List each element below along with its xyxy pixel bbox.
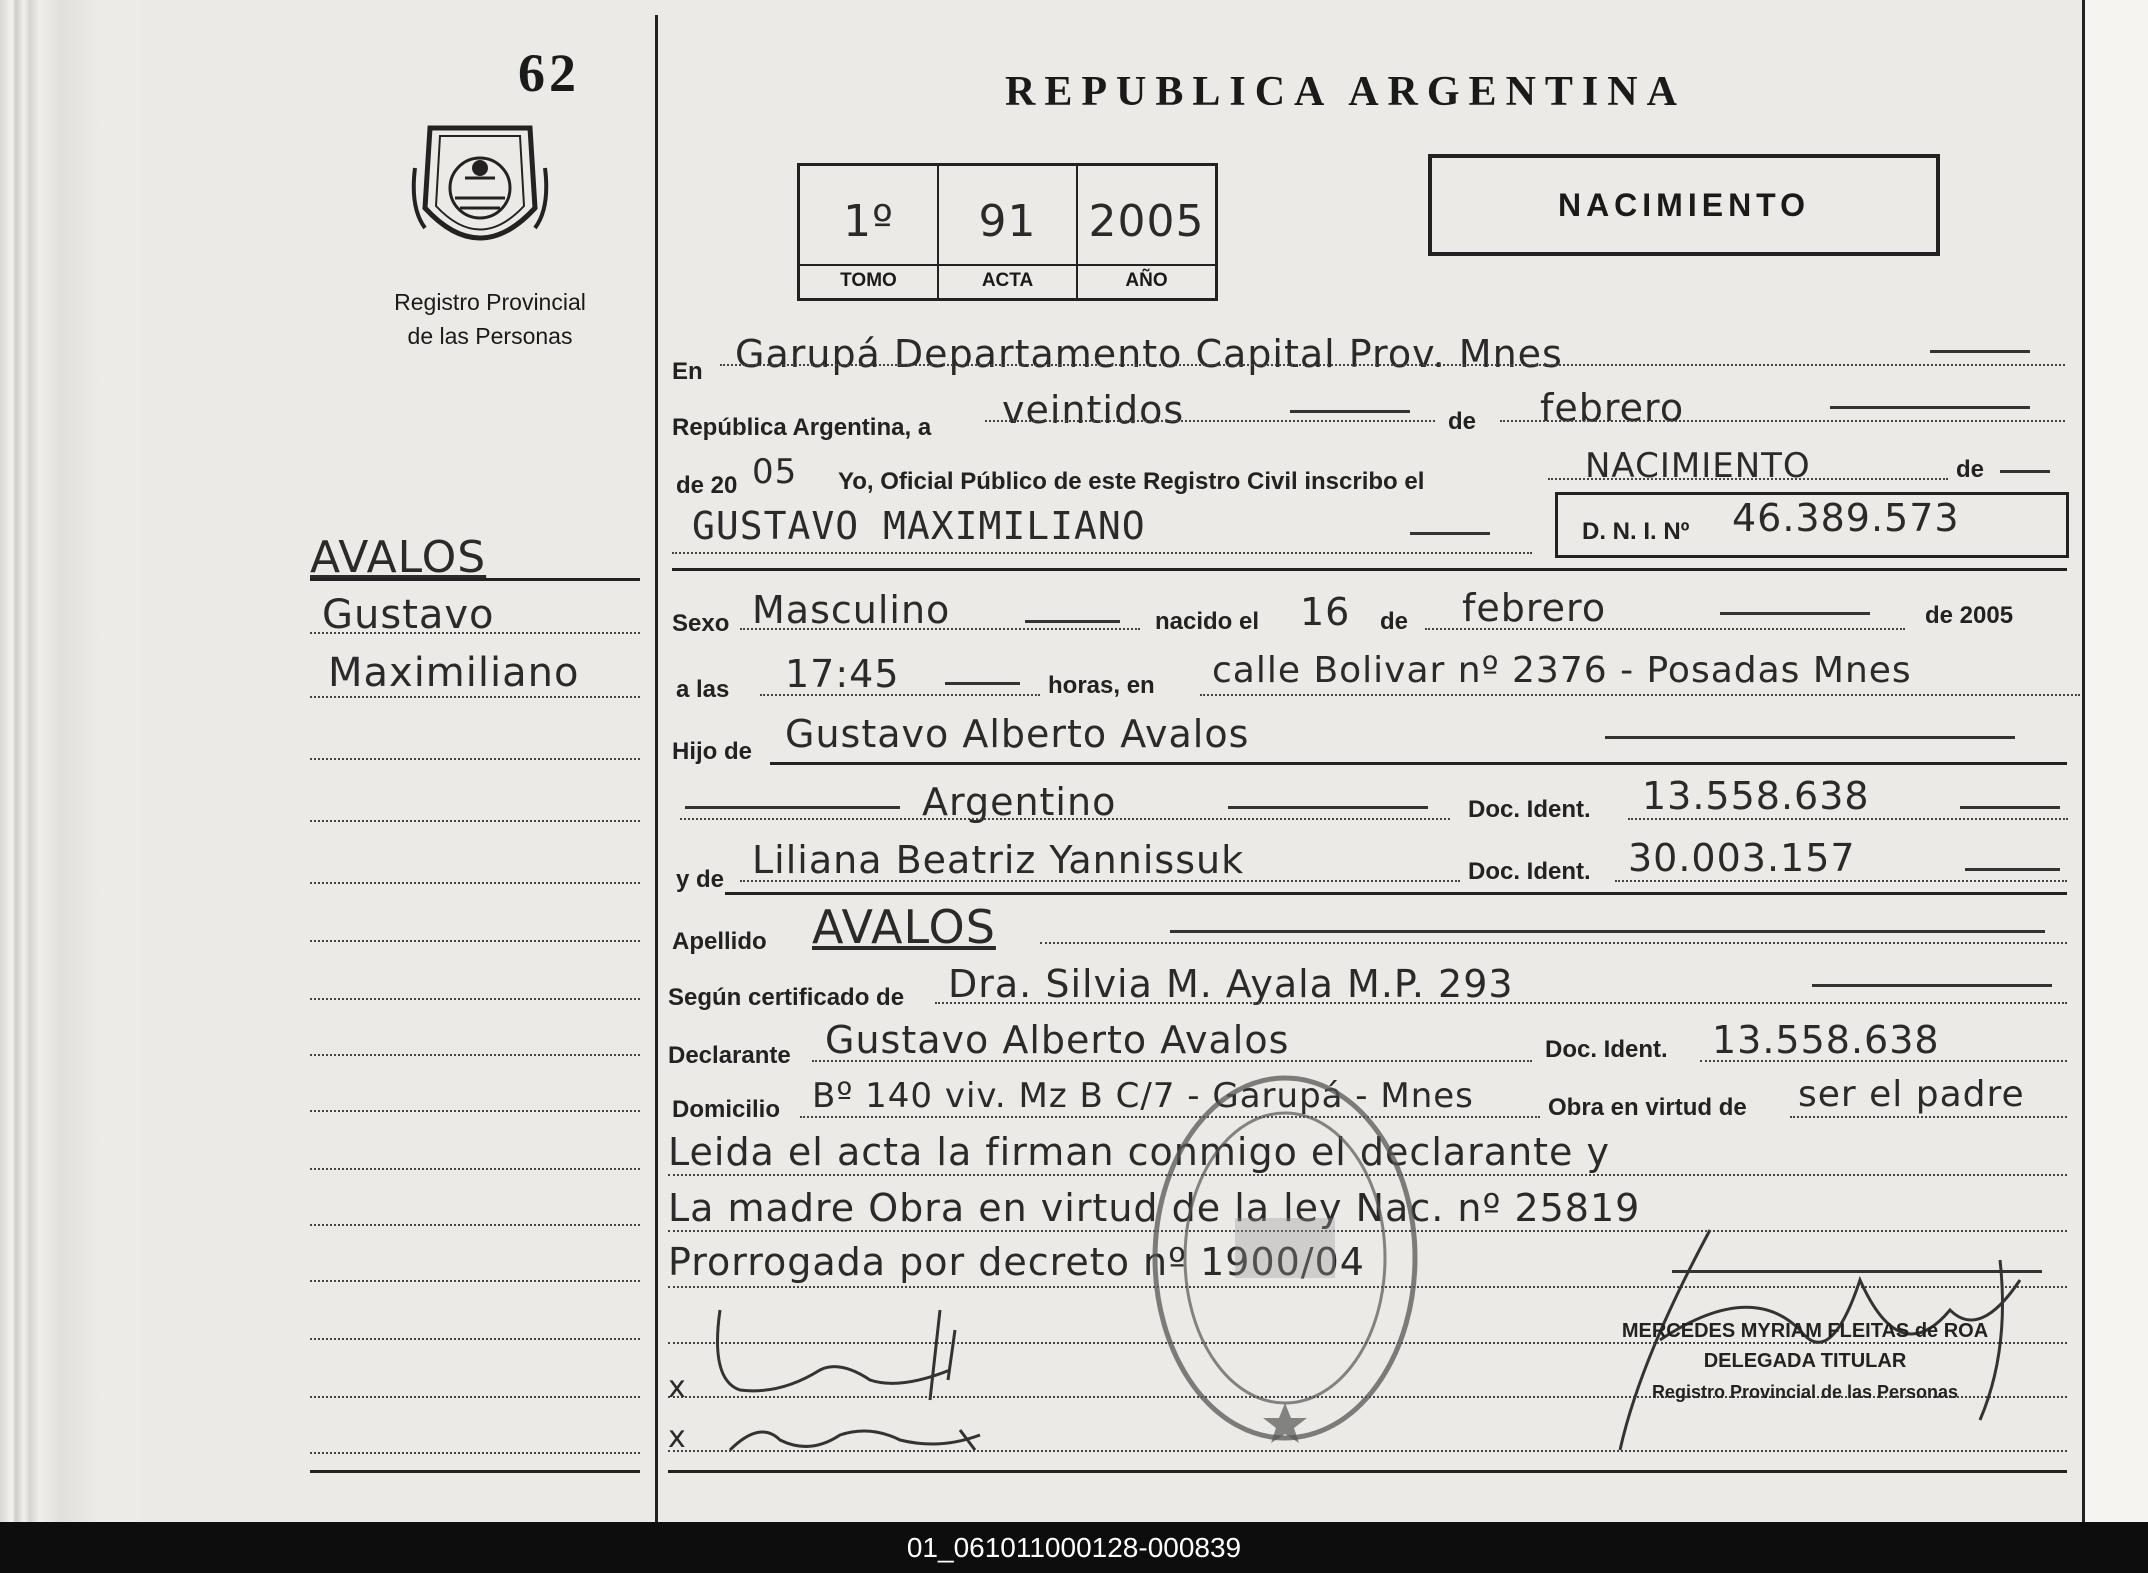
margin-given-name-1: Gustavo: [322, 592, 495, 638]
apellido-value: AVALOS: [812, 900, 996, 954]
acto-value: NACIMIENTO: [1585, 446, 1811, 486]
apellido-label: Apellido: [672, 928, 767, 955]
official-name: MERCEDES MYRIAM FLEITAS de ROA: [1621, 1320, 1989, 1342]
a-las-label: a las: [676, 676, 730, 703]
month-value: febrero: [1540, 386, 1685, 430]
sexo-label: Sexo: [672, 610, 730, 637]
official-role: DELEGADA TITULAR: [1703, 1350, 1907, 1372]
declarante-label: Declarante: [668, 1042, 791, 1069]
tomo-cell: [800, 166, 939, 298]
birth-place-value: calle Bolivar nº 2376 - Posadas Mnes: [1212, 650, 1912, 691]
year-suffix: 05: [752, 452, 798, 492]
horas-label: horas, en: [1048, 672, 1155, 699]
obra-label: Obra en virtud de: [1548, 1094, 1747, 1121]
book-page-edges: [0, 0, 140, 1522]
column-divider: [655, 15, 658, 1522]
de-label-3: de: [1380, 608, 1409, 635]
record-type-box: NACIMIENTO: [1428, 154, 1940, 256]
note-line-1: Leida el acta la firman conmigo el declarante y: [668, 1130, 1611, 1174]
nationality-value: Argentino: [922, 780, 1117, 824]
page-number: 62: [518, 43, 580, 103]
en-label: En: [672, 358, 703, 385]
birth-year-label: de 2005: [1925, 602, 2014, 629]
obra-value: ser el padre: [1798, 1074, 2025, 1115]
mother-value: Liliana Beatriz Yannissuk: [752, 838, 1245, 882]
scan-id-footer: 01_061011000128-000839: [0, 1522, 2148, 1573]
oficial-label: Yo, Oficial Público de este Registro Civil inscribo el: [838, 468, 1425, 495]
mother-doc-label: Doc. Ident.: [1468, 858, 1591, 885]
record-reference-table: [797, 163, 1218, 301]
signer-mark-2: x: [668, 1420, 687, 1455]
segun-label: Según certificado de: [668, 984, 905, 1011]
ano-label: AÑO: [1078, 264, 1215, 292]
father-value: Gustavo Alberto Avalos: [785, 712, 1250, 756]
note-line-3: Prorrogada por decreto nº 1900/04: [668, 1240, 1365, 1284]
acta-value: 91: [978, 196, 1037, 247]
domicilio-value: Bº 140 viv. Mz B C/7 - Garupá - Mnes: [812, 1076, 1474, 1116]
ano-value: 2005: [1088, 196, 1205, 247]
margin-surname: AVALOS: [310, 532, 487, 583]
father-doc-value: 13.558.638: [1642, 774, 1870, 818]
tomo-label: TOMO: [800, 264, 937, 292]
declarante-value: Gustavo Alberto Avalos: [825, 1018, 1290, 1062]
year-prefix: de 20: [676, 472, 738, 499]
birth-month-value: febrero: [1462, 586, 1607, 630]
note-line-2: La madre Obra en virtud de la ley Nac. nº 25819: [668, 1186, 1641, 1230]
de-label-2: de: [1956, 456, 1985, 483]
ano-cell: [1078, 166, 1215, 298]
dni-value: 46.389.573: [1732, 496, 1960, 540]
nacido-label: nacido el: [1155, 608, 1260, 635]
sexo-value: Masculino: [752, 588, 951, 632]
day-words-value: veintidos: [1002, 388, 1185, 432]
official-org: Registro Provincial de las Personas: [1651, 1382, 1959, 1402]
domicilio-label: Domicilio: [672, 1096, 781, 1123]
declarant-signature-icon: [700, 1250, 1080, 1470]
registry-line-2: de las Personas: [407, 323, 573, 349]
margin-given-name-2: Maximiliano: [328, 650, 580, 696]
acta-label: ACTA: [939, 264, 1076, 292]
de-label: de: [1448, 408, 1477, 435]
acta-cell: [939, 166, 1078, 298]
certificado-value: Dra. Silvia M. Ayala M.P. 293: [948, 962, 1514, 1006]
declarante-doc-label: Doc. Ident.: [1545, 1036, 1668, 1063]
birth-day-value: 16: [1300, 590, 1351, 634]
mother-doc-value: 30.003.157: [1628, 836, 1856, 880]
father-doc-label: Doc. Ident.: [1468, 796, 1591, 823]
hijo-label: Hijo de: [672, 738, 753, 765]
registry-line-1: Registro Provincial: [394, 289, 586, 315]
child-name-value: GUSTAVO MAXIMILIANO: [692, 504, 1146, 548]
signer-mark-1: x: [668, 1370, 687, 1405]
republica-label: República Argentina, a: [672, 414, 932, 441]
birth-time-value: 17:45: [785, 652, 900, 696]
official-stamp-icon: [1145, 1068, 1425, 1448]
dni-label: D. N. I. Nº: [1582, 518, 1690, 545]
registry-name: [340, 285, 640, 353]
tomo-value: 1º: [843, 196, 894, 247]
country-title: REPUBLICA ARGENTINA: [1005, 69, 1686, 115]
place-value: Garupá Departamento Capital Prov. Mnes: [735, 332, 1563, 376]
y-de-label: y de: [676, 866, 725, 893]
declarante-doc-value: 13.558.638: [1712, 1018, 1940, 1062]
next-page-strip: [2082, 0, 2148, 1522]
province-seal-icon: [410, 108, 550, 268]
